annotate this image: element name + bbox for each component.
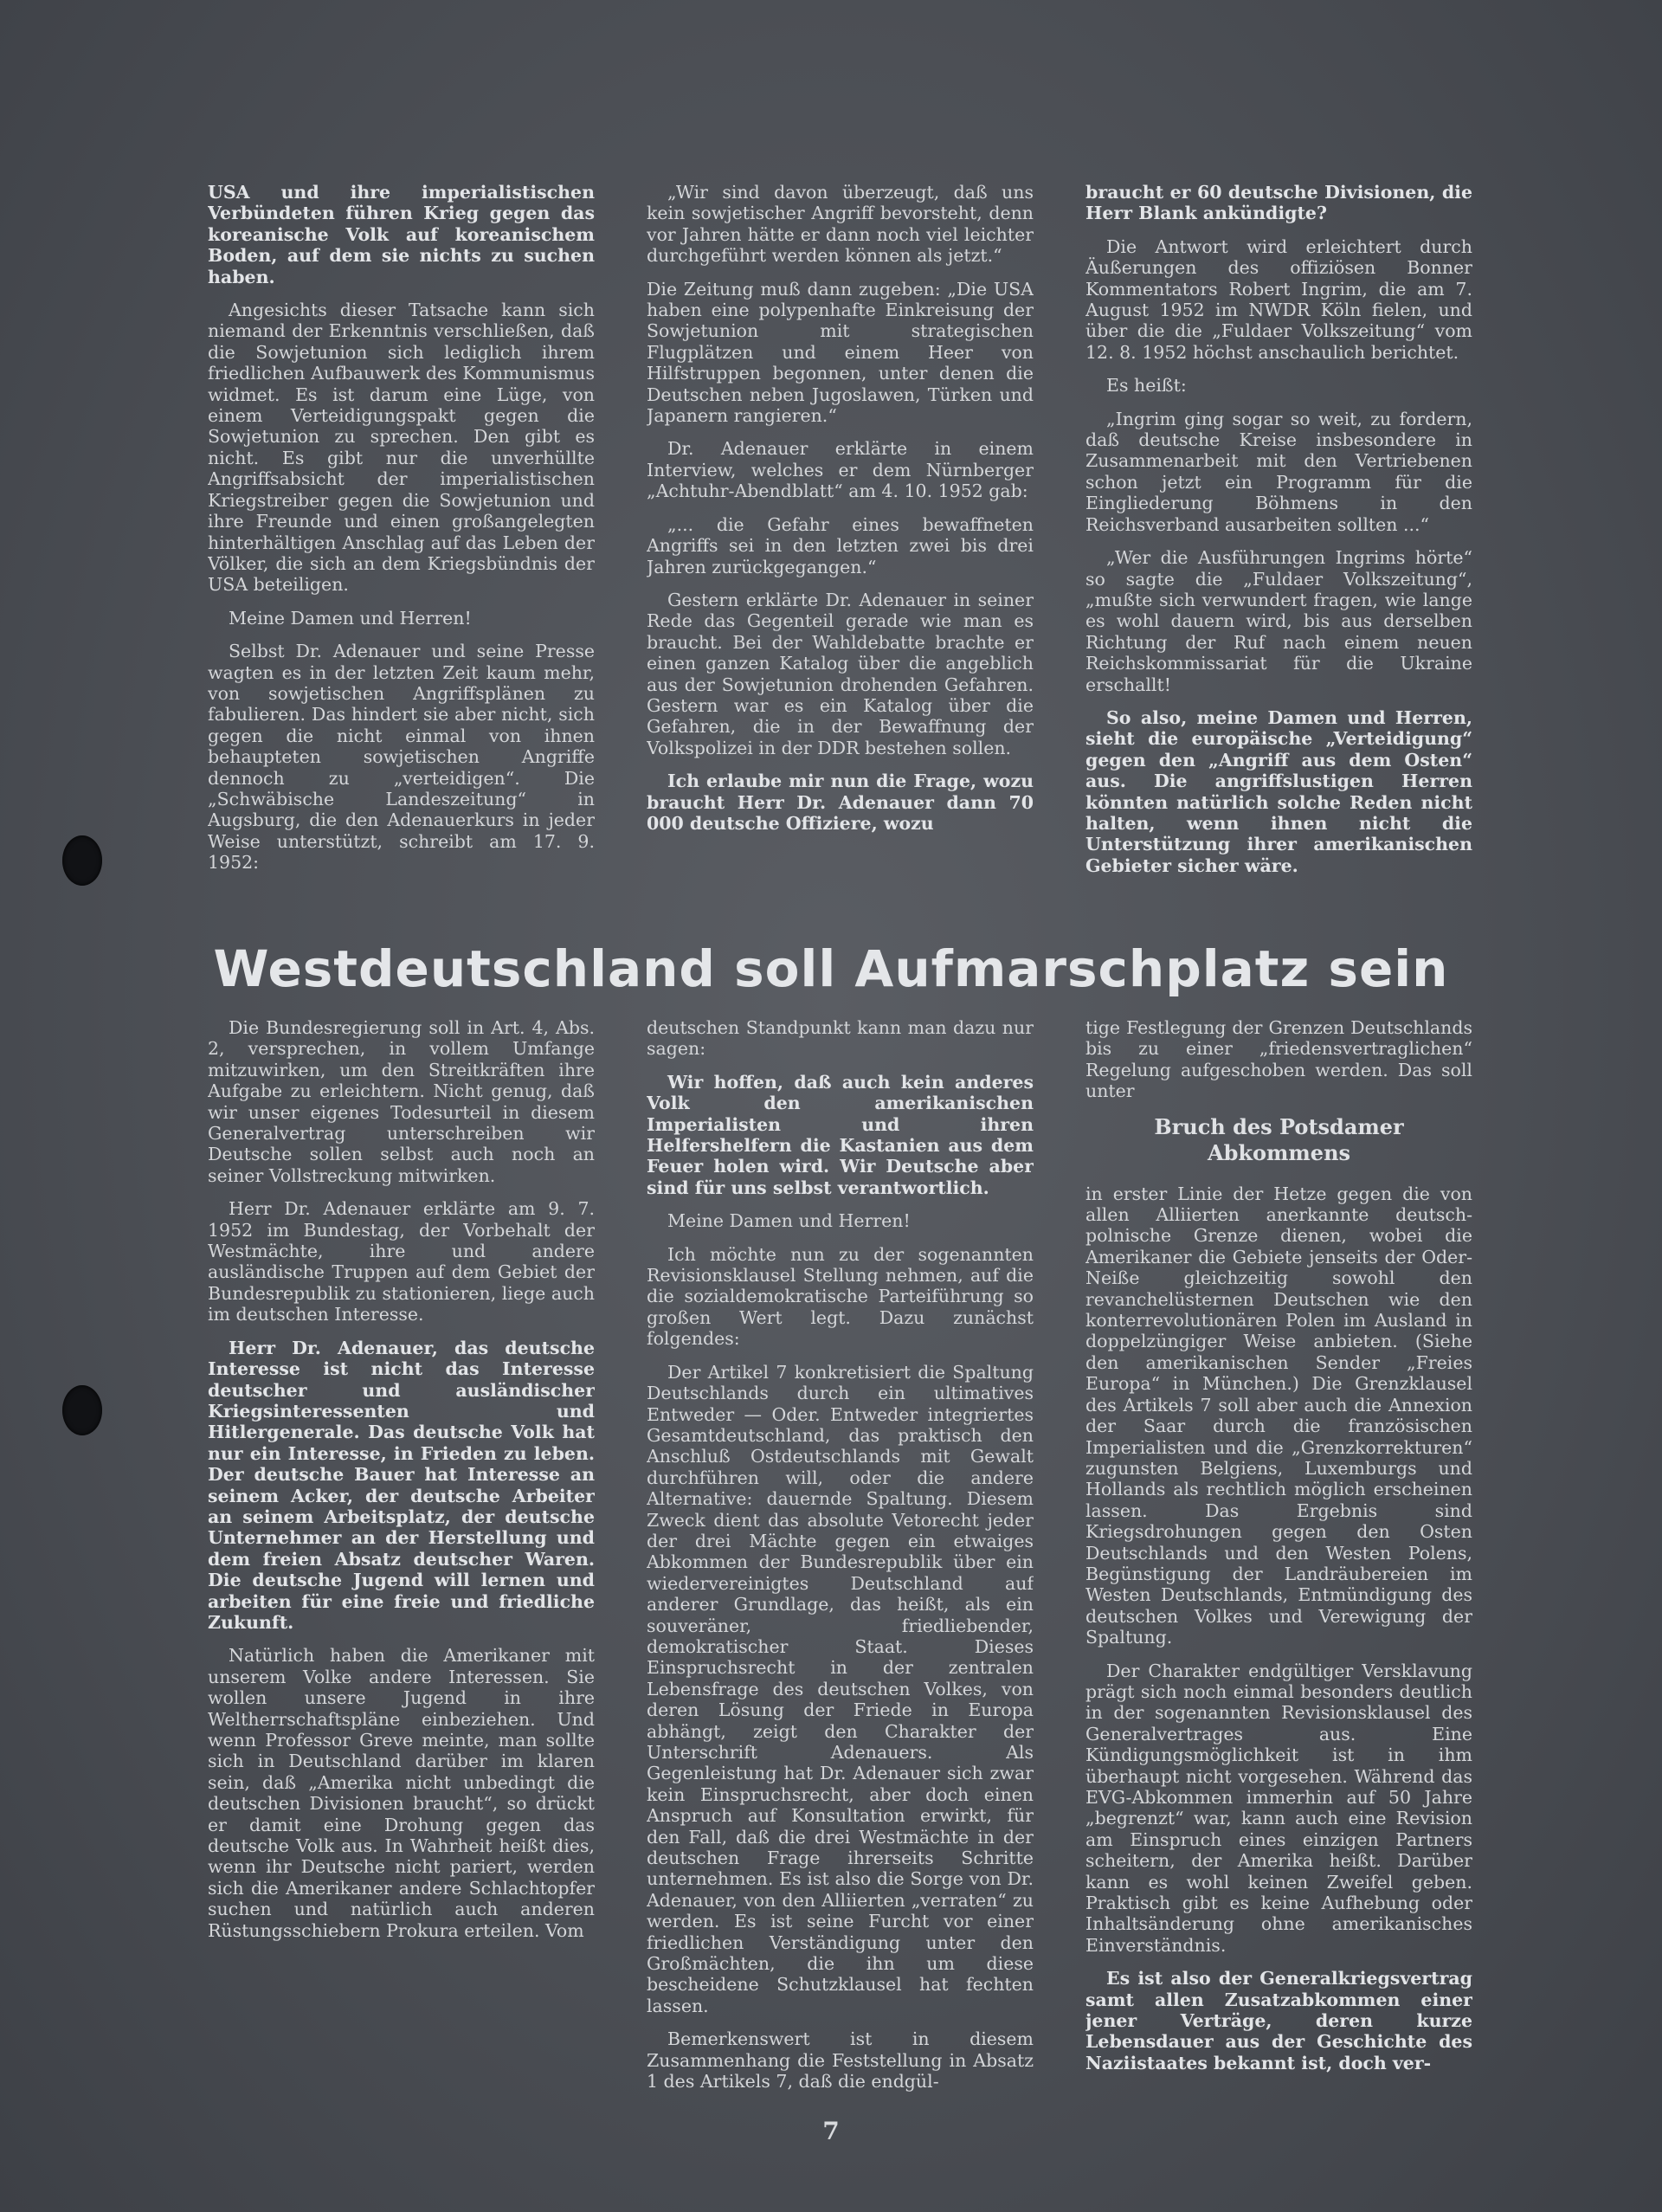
- paragraph: USA und ihre imperialistischen Verbündeten führen Krieg gegen das koreanische Volk auf koreanischem Boden, auf dem sie nichts zu suchen haben.: [208, 182, 595, 287]
- paragraph: „Wer die Ausführungen Ingrims hörte“ so sagte die „Fuldaer Volkszeitung“, „mußte sich verwundert fragen, wie lange es wohl dauern wird, bis aus derselben Richtung der Ruf nach einem neuen Reichskommissariat für die Ukraine erschallt!: [1085, 547, 1472, 695]
- punch-hole: [62, 1385, 102, 1435]
- paragraph: Die Antwort wird erleichtert durch Äußerungen des offiziösen Bonner Kommentators Robert Ingrim, die am 7. August 1952 im NWDR Köln fielen, und über die die „Fuldaer Volkszeitung“ vom 12. 8. 1952 höchst anschaulich berichtet.: [1085, 235, 1472, 363]
- paragraph: Herr Dr. Adenauer, das deutsche Interesse ist nicht das Interesse deutscher und ausländischer Kriegsinteressenten und Hitlergenerale. Das deutsche Volk hat nur ein Interesse, in Frieden zu leben. Der deutsche Bauer hat Interesse an seinem Acker, der deutsche Arbeiter an seinem Arbeitsplatz, der deutsche Unternehmer an der Herstellung und dem freien Absatz deutscher Waren. Die deutsche Jugend will lernen und arbeiten für eine freie und friedliche Zukunft.: [208, 1337, 595, 1633]
- paragraph: Es heißt:: [1106, 375, 1187, 397]
- paragraph: Die Zeitung muß dann zugeben: „Die USA haben eine polypenhafte Einkreisung der Sowjetunion mit strategischen Flugplätzen und einem Heer von Hilfstruppen begonnen, unter denen die Deutschen neben Jugoslawen, Türken und Japanern rangieren.“: [647, 278, 1034, 427]
- bottom-column-2: [647, 1017, 1034, 2099]
- bottom-column-3: [1085, 1017, 1472, 2099]
- paragraph: Bemerkenswert ist in diesem Zusammenhang die Feststellung in Absatz 1 des Artikels 7, daß die endgül-: [647, 2028, 1034, 2093]
- top-columns: [208, 182, 1472, 900]
- paragraph: deutschen Standpunkt kann man dazu nur sagen:: [647, 1017, 1034, 1060]
- paragraph: Die Bundesregierung soll in Art. 4, Abs. 2, versprechen, in vollem Umfange mitzuwirken, um den Streitkräften ihre Aufgabe zu erleichtern. Nicht genug, daß wir unser eigenes Todesurteil in diesem Generalvertrag unterschreiben wir Deutsche sollen selbst auch noch an seiner Vollstreckung mitwirken.: [208, 1017, 595, 1186]
- paragraph: So also, meine Damen und Herren, sieht die europäische „Verteidigung“ gegen den „Angriff aus dem Osten“ aus. Die angriffslustigen Herren könnten natürlich solche Reden nicht halten, wenn ihnen nicht die Unterstützung ihrer amerikanischen Gebieter sicher wäre.: [1085, 706, 1472, 876]
- paragraph: Meine Damen und Herren!: [667, 1210, 911, 1232]
- subheading: Bruch des Potsdamer Abkommens: [1154, 1113, 1404, 1165]
- paragraph: braucht er 60 deutsche Divisionen, die Herr Blank ankündigte?: [1085, 182, 1472, 224]
- paragraph: Gestern erklärte Dr. Adenauer in seiner Rede das Gegenteil gerade wie man es braucht. Bei der Wahldebatte brachte er einen ganzen Katalog über die angeblich aus der Sowjetunion drohenden Gefahren. Gestern war es ein Katalog über die Gefahren, die in der Bewaffnung der Volkspolizei in der DDR bestehen sollen.: [647, 589, 1034, 758]
- headline: Westdeutschland soll Aufmarschplatz sein: [213, 939, 1449, 998]
- paragraph: Ich erlaube mir nun die Frage, wozu braucht Herr Dr. Adenauer dann 70 000 deutsche Offiziere, wozu: [647, 771, 1034, 834]
- page-number: 7: [822, 2117, 840, 2145]
- bottom-column-1: [208, 1017, 595, 2099]
- paragraph: Herr Dr. Adenauer erklärte am 9. 7. 1952 im Bundestag, der Vorbehalt der Westmächte, ihre und andere ausländische Truppen auf dem Gebiet der Bundesrepublik zu stationieren, liege auch im deutschen Interesse.: [208, 1198, 595, 1325]
- top-column-3: [1085, 182, 1472, 900]
- paragraph: Angesichts dieser Tatsache kann sich niemand der Erkenntnis verschließen, daß die Sowjetunion sich lediglich ihrem friedlichen Aufbauwerk des Kommunismus widmet. Es ist darum eine Lüge, von einem Verteidigungspakt gegen die Sowjetunion zu sprechen. Den gibt es nicht. Es gibt nur die unverhüllte Angriffsabsicht der imperialistischen Kriegstreiber gegen die Sowjetunion und ihre Freunde und einen großangelegten hinterhältigen Anschlag auf das Leben der Völker, die sich an dem Kriegsbündnis der USA beteiligen.: [208, 300, 595, 596]
- paragraph: Meine Damen und Herren!: [229, 607, 472, 629]
- paragraph: tige Festlegung der Grenzen Deutschlands bis zu einer „friedensvertraglichen“ Regelung aufgeschoben werden. Das soll unter: [1085, 1017, 1472, 1102]
- punch-hole: [62, 835, 102, 886]
- paragraph: in erster Linie der Hetze gegen die von allen Alliierten anerkannte deutsch-polnische Grenze dienen, wobei die Amerikaner die Gebiete jenseits der Oder-Neiße gleichzeitig sowohl den revanchelüsternen Deutschen wie den konterrevolutionären Polen im Ausland in doppelzüngiger Weise anbieten. (Siehe den amerikanischen Sender „Freies Europa“ in München.) Die Grenzklausel des Artikels 7 soll aber auch die Annexion der Saar durch die französischen Imperialisten und die „Grenzkorrekturen“ zugunsten Belgiens, Luxemburgs und Hollands als rechtlich möglich erscheinen lassen. Das Ergebnis sind Kriegsdrohungen gegen den Osten Deutschlands und den Westen Polens, Begünstigung der Landräubereien im Westen Deutschlands, Entmündigung des deutschen Volkes und Verewigung der Spaltung.: [1085, 1183, 1472, 1648]
- paragraph: „Wir sind davon überzeugt, daß uns kein sowjetischer Angriff bevorsteht, denn vor Jahren hätte er dann noch viel leichter durchgeführt werden können als jetzt.“: [647, 182, 1034, 267]
- paragraph: „Ingrim ging sogar so weit, zu fordern, daß deutsche Kreise insbesondere in Zusammenarbeit mit den Vertriebenen schon jetzt ein Programm für die Eingliederung Böhmens in den Reichsverband ausarbeiten sollten ...“: [1085, 408, 1472, 535]
- paragraph: Ich möchte nun zu der sogenannten Revisionsklausel Stellung nehmen, auf die die sozialdemokratische Parteiführung so großen Wert legt. Dazu zunächst folgendes:: [647, 1243, 1034, 1350]
- paragraph: Selbst Dr. Adenauer und seine Presse wagten es in der letzten Zeit kaum mehr, von sowjetischen Angriffsplänen zu fabulieren. Das hindert sie aber nicht, sich gegen die nicht einmal von ihnen behaupteten sowjetischen Angriffe dennoch zu „verteidigen“. Die „Schwäbische Landeszeitung“ in Augsburg, die den Adenauerkurs in jeder Weise unterstützt, schreibt am 17. 9. 1952:: [208, 641, 595, 874]
- paragraph: Wir hoffen, daß auch kein anderes Volk den amerikanischen Imperialisten und ihren Helfershelfern die Kastanien aus dem Feuer holen wird. Wir Deutsche aber sind für uns selbst verantwortlich.: [647, 1071, 1034, 1198]
- bottom-columns: [208, 1017, 1472, 2099]
- paragraph: Der Charakter endgültiger Versklavung prägt sich noch einmal besonders deutlich in der sogenannten Revisionsklausel des Generalvertrages aus. Eine Kündigungsmöglichkeit ist in ihm überhaupt nicht vorgesehen. Während das EVG-Abkommen immerhin auf 50 Jahre „begrenzt“ war, kann auch eine Revision am Einspruch eines einzigen Partners scheitern, der Amerika heißt. Darüber kann es wohl keinen Zweifel geben. Praktisch gibt es keine Aufhebung oder Inhaltsänderung ohne amerikanisches Einverständnis.: [1085, 1660, 1472, 1956]
- paragraph: „... die Gefahr eines bewaffneten Angriffs sei in den letzten zwei bis drei Jahren zurückgegangen.“: [647, 513, 1034, 577]
- top-column-2: [647, 182, 1034, 900]
- paragraph: Es ist also der Generalkriegsvertrag samt allen Zusatzabkommen einer jener Verträge, deren kurze Lebensdauer aus der Geschichte des Naziistaates bekannt ist, doch ver-: [1085, 1968, 1472, 2073]
- paragraph: Natürlich haben die Amerikaner mit unserem Volke andere Interessen. Sie wollen unsere Jugend in ihre Weltherrschaftspläne einbeziehen. Und wenn Professor Greve meinte, man sollte sich in Deutschland darüber im klaren sein, daß „Amerika nicht unbedingt die deutschen Divisionen braucht“, so drückt er damit eine Drohung gegen das deutsche Volk aus. In Wahrheit heißt dies, wenn ihr Deutsche nicht pariert, werden sich die Amerikaner andere Schlachtopfer suchen und natürlich auch anderen Rüstungsschiebern Prokura erteilen. Vom: [208, 1645, 595, 1941]
- paragraph: Dr. Adenauer erklärte in einem Interview, welches er dem Nürnberger „Achtuhr-Abendblatt“ am 4. 10. 1952 gab:: [647, 438, 1034, 502]
- top-column-1: [208, 182, 595, 900]
- paragraph: Der Artikel 7 konkretisiert die Spaltung Deutschlands durch ein ultimatives Entweder — Oder. Entweder integriertes Gesamtdeutschland, das praktisch den Anschluß Ostdeutschlands mit Gewalt durchführen will, oder die andere Alternative: dauernde Spaltung. Diesem Zweck dient das absolute Vetorecht jeder der drei Mächte gegen ein etwaiges Abkommen der Bundesrepublik über ein wiedervereinigtes Deutschland auf anderer Grundlage, das heißt, als ein souveräner, friedliebender, demokratischer Staat. Dieses Einspruchsrecht in der zentralen Lebensfrage des deutschen Volkes, von deren Lösung der Friede in Europa abhängt, zeigt den Charakter der Unterschrift Adenauers. Als Gegenleistung hat Dr. Adenauer sich zwar kein Einspruchsrecht, aber doch einen Anspruch auf Konsultation erwirkt, für den Fall, daß die drei Westmächte in der deutschen Frage ihrerseits Schritte unternehmen. Es ist also die Sorge von Dr. Adenauer, von den Alliierten „verraten“ zu werden. Es ist seine Furcht vor einer friedlichen Verständigung unter den Großmächten, die ihn um diese bescheidene Schutzklausel hat fechten lassen.: [647, 1361, 1034, 2016]
